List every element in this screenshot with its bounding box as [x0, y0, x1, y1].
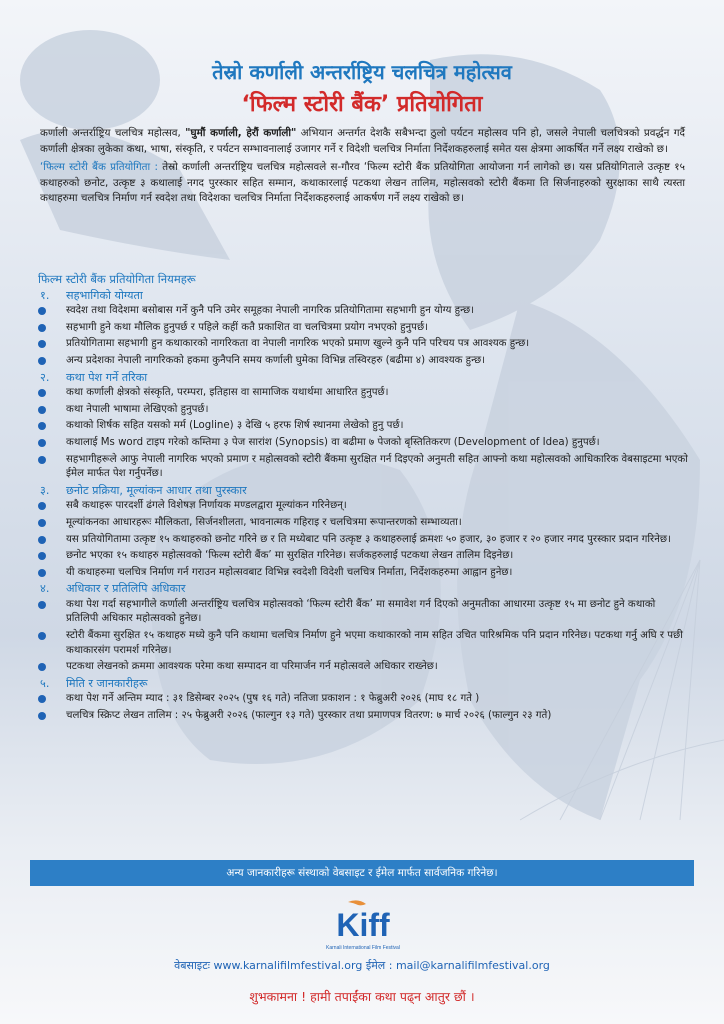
- section-number: ५.: [40, 676, 50, 690]
- intro-text: [40, 126, 685, 210]
- intro-p1-start: कर्णाली अन्तर्राष्ट्रिय चलचित्र महोत्सव,: [40, 127, 186, 139]
- section-title: मिति र जानकारीहरू: [66, 676, 148, 690]
- list-item: [38, 337, 688, 352]
- list-item-text: सहभागीहरूले आफु नेपाली नागरिक भएको प्रमाण र महोत्सवको स्टोरी बैंकमा सुरक्षित गर्न दिइएको अनुमती सहित आफ्नो कथा महोत्सवको आधिकारिक वेबसाइटमा भएको ईमेल मार्फत पेश गर्नुपर्नेछ।: [66, 453, 688, 480]
- list-item-text: सबै कथाहरू पारदर्शी ढंगले विशेषज्ञ निर्णायक मण्डलद्वारा मूल्यांकन गरिनेछन्।: [66, 500, 347, 512]
- list-item-text: अन्य प्रदेशका नेपाली नागरिकको हकमा कुनैपनि समय कर्णाली घुमेका विभिन्न तस्विरहरु (बढीमा ४) आवश्यक हुन्छ।: [66, 354, 486, 366]
- list-item: [38, 403, 688, 418]
- email-label: ईमेल :: [365, 959, 393, 972]
- intro-paragraph-1: [40, 126, 685, 157]
- list-item: [38, 354, 688, 369]
- list-item: [38, 304, 688, 319]
- rules-section: [38, 272, 688, 726]
- list-item-text: पटकथा लेखनको क्रममा आवश्यक परेमा कथा सम्पादन वा परिमार्जन गर्न महोत्सवले अधिकार राख्नेछ।: [66, 661, 438, 673]
- list-item: [38, 598, 688, 627]
- campaign-slogan: "घुमौं कर्णाली, हेरौं कर्णाली": [185, 127, 297, 139]
- intro-p1-end: अभियान अन्तर्गत देशकै सबैभन्दा ठुलो पर्यटन महोत्सव पनि हो, जसले नेपाली चलचित्रको प्रवर्द्धन गर्दै कर्णाली क्षेत्रका लुकेका कथा, भाषा, संस्कृति, र पर्यटन सम्भावनालाई उजागर गर्ने र विदेशी चलचित्र निर्माता निर्देशकहरुलाई समेत यस क्षेत्रमा आकर्षित गर्ने लक्ष्य राखेको छ।: [40, 127, 685, 155]
- bullet-icon: [38, 632, 46, 640]
- list-item: [38, 692, 688, 707]
- list-item-text: यी कथाहरुमा चलचित्र निर्माण गर्न गराउन महोत्सवबाट विभिन्न स्वदेशी विदेशी चलचित्र निर्माता, निर्देशकहरुमा आह्वान हुनेछ।: [66, 566, 513, 578]
- section-heading-submission: [38, 371, 688, 386]
- list-item: [38, 629, 688, 658]
- closing-message: शुभकामना ! हामी तपाईंका कथा पढ्न आतुर छौं ।: [249, 989, 475, 1004]
- list-item-text: कथा पेश गर्दा सहभागीले कर्णाली अन्तर्राष्ट्रिय चलचित्र महोत्सवको ‘फिल्म स्टोरी बैंक’ मा समावेश गर्न दिएको अनुमतीका आधारमा उत्कृष्ट १५ मा छनोट हुने कथाको प्रतिलिपी अधिकार महोत्सवको हुनेछ।: [66, 598, 656, 625]
- list-item: [38, 419, 688, 434]
- section-number: ४.: [40, 582, 50, 596]
- bullet-icon: [38, 552, 46, 560]
- list-item-text: कथा कर्णाली क्षेत्रको संस्कृति, परम्परा, इतिहास वा सामाजिक यथार्थमा आधारित हुनुपर्छ।: [66, 387, 389, 399]
- list-item-text: कथा पेश गर्ने अन्तिम म्याद : ३१ डिसेम्बर २०२५ (पुष १६ गते) नतिजा प्रकाशन : १ फेब्रुअरी २०२६ (माघ १८ गते ): [66, 693, 480, 705]
- list-item: [38, 533, 688, 548]
- bullet-icon: [38, 439, 46, 447]
- bullet-icon: [38, 502, 46, 510]
- section-title: अधिकार र प्रतिलिपि अधिकार: [66, 582, 186, 596]
- list-item: [38, 549, 688, 564]
- logo-wordmark: Kiff: [336, 907, 390, 943]
- bullet-icon: [38, 536, 46, 544]
- kiff-logo: [318, 894, 408, 954]
- bullet-icon: [38, 340, 46, 348]
- list-item: [38, 516, 688, 531]
- rules-title: फिल्म स्टोरी बैंक प्रतियोगिता नियमहरू: [38, 272, 196, 286]
- list-item-text: कथालाई Ms word टाइप गरेको कम्तिमा ३ पेज सारांश (Synopsis) वा बढीमा ७ पेजको बृस्तितिकरण (Development of Idea) हुनुपर्छ।: [66, 436, 600, 448]
- bullet-icon: [38, 422, 46, 430]
- list-item: [38, 453, 688, 482]
- section-heading-selection: [38, 484, 688, 499]
- bullet-icon: [38, 601, 46, 609]
- bullet-icon: [38, 389, 46, 397]
- section-number: १.: [40, 288, 50, 302]
- list-item-text: स्टोरी बैंकमा सुरक्षित १५ कथाहरु मध्ये कुनै पनि कथामा चलचित्र निर्माण हुने भएमा कथाकारको नाम सहित उचित पारिश्रमिक पनि प्रदान गरिनेछ। पटकथा गर्नु अघि र पछी कथाकारसंग परामर्श गरिनेछ।: [66, 630, 683, 656]
- festival-title: तेस्रो कर्णाली अन्तर्राष्ट्रिय चलचित्र महोत्सव: [212, 60, 512, 84]
- bullet-icon: [38, 307, 46, 315]
- list-item: [38, 386, 688, 401]
- list-item-text: मूल्यांकनका आधारहरूः मौलिकता, सिर्जनशीलता, भावनात्मक गहिराइ र चलचित्रमा रूपान्तरणको सम्भाव्यता।: [66, 516, 462, 528]
- bullet-icon: [38, 569, 46, 577]
- section-heading-eligibility: [38, 289, 688, 304]
- bullet-icon: [38, 695, 46, 703]
- list-item-text: सहभागी हुने कथा मौलिक हुनुपर्छ र पहिले कहीं कतै प्रकाशित वा चलचित्रमा प्रयोग नभएको हुनुपर्छ।: [66, 321, 428, 333]
- list-item: [38, 660, 688, 675]
- list-item: [38, 709, 688, 724]
- info-banner: अन्य जानकारीहरू संस्थाको वेबसाइट र ईमेल मार्फत सार्वजनिक गरिनेछ।: [30, 860, 694, 886]
- list-item-text: प्रतियोगितामा सहभागी हुन कथाकारको नागरिकता वा नेपाली नागरिक भएको प्रमाण खुल्ने कुनै पनि परिचय पत्र आवश्यक हुन्छ।: [66, 338, 530, 350]
- list-item-text: कथाको शिर्षक सहित यसको मर्म (Logline) ३ देखि ५ हरफ शिर्ष स्थानमा लेखेको हुनु पर्छ।: [66, 420, 404, 432]
- contact-line: [0, 958, 724, 973]
- intro-p2-label: ‘फिल्म स्टोरी बैंक प्रतियोगिता :: [40, 161, 158, 174]
- list-item-text: यस प्रतियोगितामा उत्कृष्ट १५ कथाहरुको छनोट गरिने छ र ति मध्येबाट पनि उत्कृष्ट ३ कथाहरुलाई क्रमशः ५० हजार, ३० हजार र २० हजार नगद पुरस्कार प्रदान गरिनेछ।: [66, 533, 671, 545]
- list-item-text: चलचित्र स्क्रिप्ट लेखन तालिम : २५ फेब्रुअरी २०२६ (फाल्गुन १३ गते) पुरस्कार तथा प्रमाणपत्र वितरण: ७ मार्च २०२६ (फाल्गुन २३ गते): [66, 710, 552, 722]
- section-title: कथा पेश गर्ने तरिका: [66, 370, 148, 384]
- bullet-icon: [38, 324, 46, 332]
- section-heading-copyright: [38, 582, 688, 597]
- list-item: [38, 499, 688, 514]
- email-link[interactable]: mail@karnalifilmfestival.org: [395, 959, 550, 972]
- competition-title: ‘फिल्म स्टोरी बैंक’ प्रतियोगिता: [241, 92, 483, 117]
- bullet-icon: [38, 406, 46, 414]
- section-number: २.: [40, 370, 50, 384]
- bullet-icon: [38, 357, 46, 365]
- section-heading-dates: [38, 677, 688, 692]
- list-item: [38, 436, 688, 451]
- list-item-text: स्वदेश तथा विदेशमा बसोबास गर्ने कुनै पनि उमेर समूहका नेपाली नागरिक प्रतियोगितामा सहभागी हुन योग्य हुन्छ।: [66, 305, 474, 317]
- website-label: वेबसाइटः: [174, 959, 210, 972]
- list-item: [38, 566, 688, 581]
- bullet-icon: [38, 712, 46, 720]
- logo-flame-icon: [348, 900, 366, 905]
- list-item-text: छनोट भएका १५ कथाहरु महोत्सवको ‘फिल्म स्टोरी बैंक’ मा सुरक्षित गरिनेछ। सर्जकहरुलाई पटकथा लेखन तालिम दिइनेछ।: [66, 550, 514, 562]
- logo-tagline: Karnali International Film Festival: [326, 945, 400, 951]
- bullet-icon: [38, 519, 46, 527]
- intro-p2-text: तेस्रो कर्णाली अन्तर्राष्ट्रिय चलचित्र महोत्सवले स-गौरव ‘फिल्म स्टोरी बैंक प्रतियोगिता आयोजना गर्न लागेको छ। यस प्रतियोगिताले उत्कृष्ट १५ कथाहरुको छनोट, उत्कृष्ट ३ कथालाई नगद पुरस्कार सहित सम्मान, कथाकारलाई पटकथा लेखन तालिम, महोत्सवको स्टोरी बैंकमा ति सिर्जनाहरुको सुरक्षाका साथै त्यस्ता कथाहरुमा चलचित्र निर्माण गर्न स्वदेश तथा विदेशका चलचित्र निर्माता निर्देशकहरुलाई आकर्षण गर्ने लक्ष्य राखेको छ।: [40, 161, 685, 205]
- bullet-icon: [38, 663, 46, 671]
- intro-paragraph-2: [40, 160, 685, 207]
- section-number: ३.: [40, 483, 50, 497]
- section-title: सहभागिको योग्यता: [66, 288, 143, 302]
- section-title: छनोट प्रक्रिया, मूल्यांकन आधार तथा पुरस्कार: [66, 483, 247, 497]
- website-link[interactable]: www.karnalifilmfestival.org: [213, 959, 363, 972]
- list-item-text: कथा नेपाली भाषामा लेखिएको हुनुपर्छ।: [66, 403, 209, 415]
- list-item: [38, 321, 688, 336]
- bullet-icon: [38, 456, 46, 464]
